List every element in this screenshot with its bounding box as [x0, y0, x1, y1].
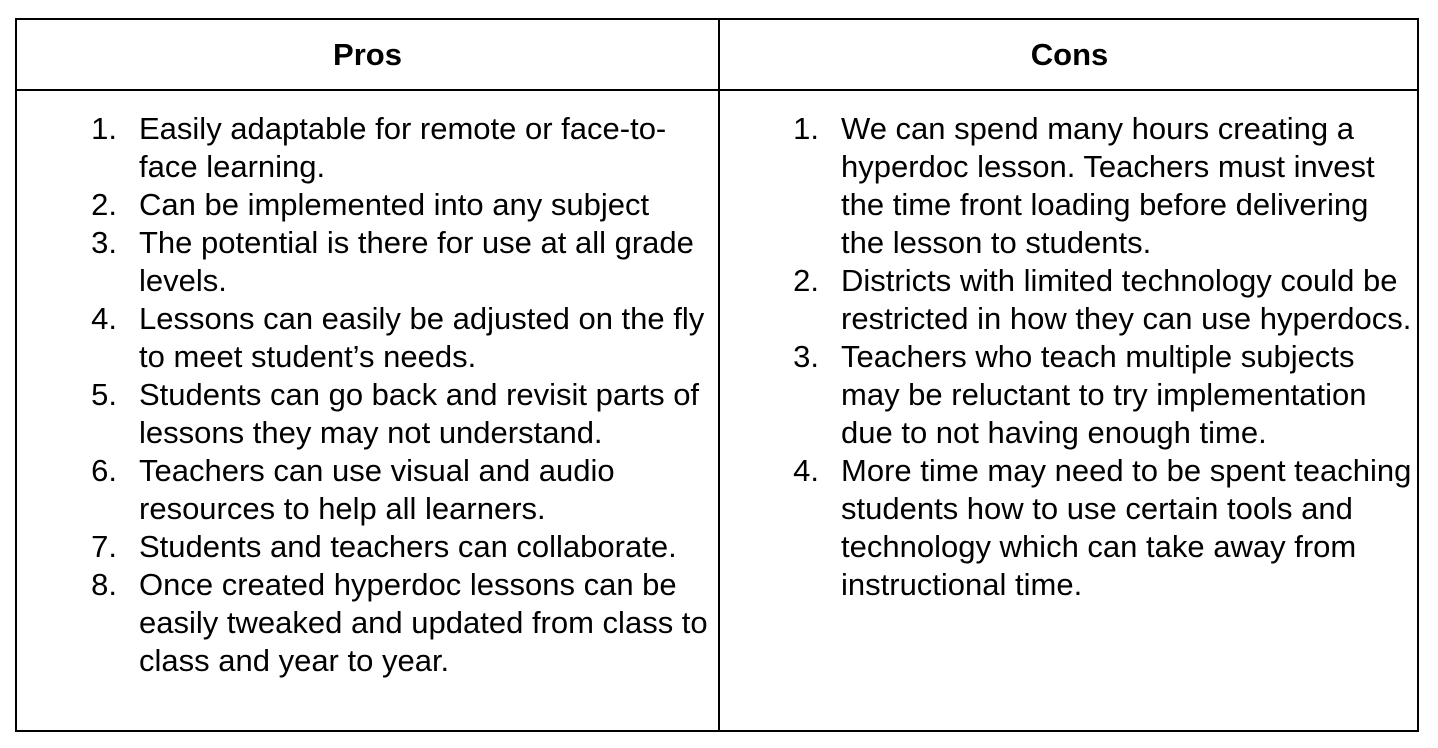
- item-text: The potential is there for use at all grade levels.: [139, 225, 694, 298]
- list-item: [83, 300, 713, 376]
- item-text: Teachers who teach multiple subjects may be reluctant to try implementation due to not having enough time.: [841, 339, 1367, 450]
- item-number: 6.: [91, 453, 117, 488]
- item-number: 7.: [91, 529, 117, 564]
- list-item: [83, 110, 713, 186]
- item-text: Once created hyperdoc lessons can be easily tweaked and updated from class to class and year to year.: [139, 567, 708, 678]
- item-number: 1.: [793, 111, 819, 146]
- item-number: 3.: [793, 339, 819, 374]
- item-text: Districts with limited technology could be restricted in how they can use hyperdocs.: [841, 263, 1412, 336]
- item-text: Students can go back and revisit parts of lessons they may not understand.: [139, 377, 700, 450]
- pros-list: [83, 110, 713, 680]
- item-number: 4.: [91, 301, 117, 336]
- header-divider: [17, 89, 1417, 91]
- item-text: Lessons can easily be adjusted on the fly to meet student’s needs.: [139, 301, 705, 374]
- column-divider: [718, 20, 720, 730]
- list-item: [83, 376, 713, 452]
- list-item: [785, 110, 1417, 262]
- item-number: 8.: [91, 567, 117, 602]
- pros-header: Pros: [333, 36, 402, 72]
- cons-list: [785, 110, 1417, 604]
- pros-cons-table: [15, 18, 1419, 732]
- item-number: 2.: [91, 187, 117, 222]
- list-item: [83, 566, 713, 680]
- list-item: [83, 224, 713, 300]
- item-text: Can be implemented into any subject: [139, 187, 650, 222]
- item-number: 1.: [91, 111, 117, 146]
- item-number: 2.: [793, 263, 819, 298]
- list-item: [83, 452, 713, 528]
- list-item: [83, 528, 713, 566]
- item-text: Easily adaptable for remote or face-to-face learning.: [139, 111, 667, 184]
- item-text: Teachers can use visual and audio resources to help all learners.: [139, 453, 615, 526]
- item-number: 3.: [91, 225, 117, 260]
- list-item: [83, 186, 713, 224]
- list-item: [785, 452, 1417, 604]
- item-number: 5.: [91, 377, 117, 412]
- item-text: Students and teachers can collaborate.: [139, 529, 677, 564]
- item-number: 4.: [793, 453, 819, 488]
- item-text: We can spend many hours creating a hyperdoc lesson. Teachers must invest the time front loading before delivering the lesson to students.: [841, 111, 1375, 260]
- list-item: [785, 338, 1417, 452]
- cons-header: Cons: [1030, 36, 1109, 72]
- list-item: [785, 262, 1417, 338]
- item-text: More time may need to be spent teaching students how to use certain tools and technology which can take away from instructional time.: [841, 453, 1412, 602]
